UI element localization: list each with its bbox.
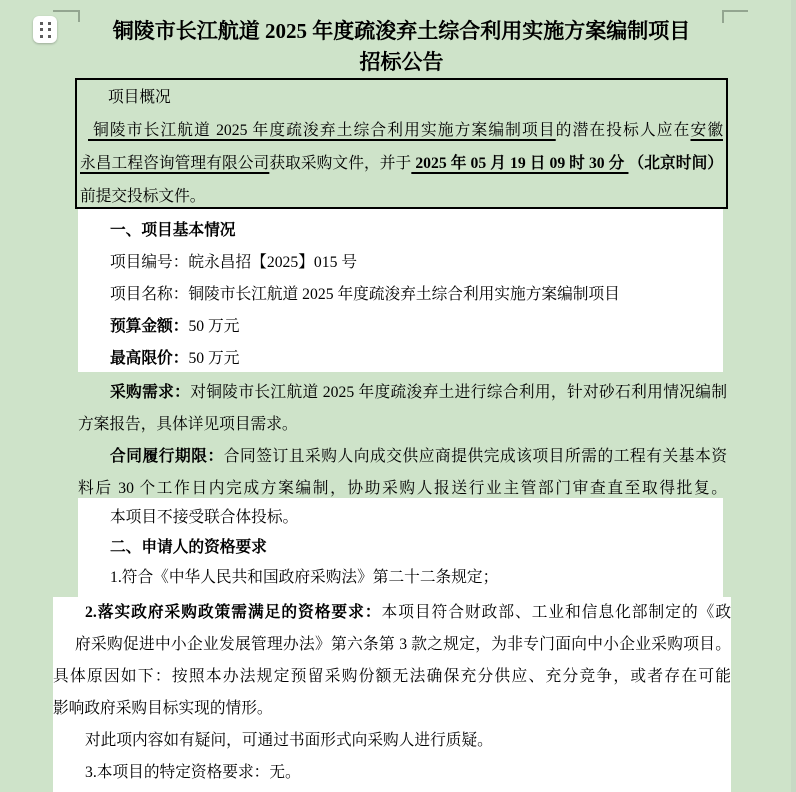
document-title: [75, 16, 728, 78]
text-segment: 项目概况: [108, 89, 171, 106]
text-segment: 2.落实政府采购政策需满足的资格要求：: [85, 604, 382, 621]
text-line: [78, 409, 727, 441]
text-line: [78, 247, 723, 279]
drag-handle-dot: [40, 28, 43, 31]
document-title-line1: 铜陵市长江航道 2025 年度疏浚弃土综合利用实施方案编制项目: [112, 19, 691, 43]
text-line: [78, 215, 723, 247]
text-line: [80, 147, 723, 180]
text-segment: 本项目符合财政部、工业和信息化部制定的《政: [381, 604, 731, 621]
text-segment: 铜陵市长江航道 2025 年度疏浚弃土综合利用实施方案编制项目: [88, 122, 556, 139]
text-segment: （北京时间）: [628, 155, 723, 172]
text-segment: 采购需求：: [110, 384, 191, 401]
text-segment: 二、申请人的资格要求: [110, 539, 267, 556]
table-corner-marker-left: [53, 10, 80, 12]
text-line: [78, 343, 723, 375]
text-line: [53, 725, 731, 757]
text-segment: 对此项内容如有疑问，可通过书面形式向采购人进行质疑。: [85, 732, 493, 749]
text-line: [78, 279, 723, 311]
text-line: [53, 597, 731, 629]
text-segment: 获取采购文件，并于: [269, 155, 412, 172]
text-segment: 前提交投标文件。: [80, 188, 206, 205]
text-line: [53, 629, 731, 661]
text-segment: 合同履行期限：: [110, 448, 224, 465]
text-line: [80, 81, 723, 114]
drag-handle-dot: [48, 35, 51, 38]
text-segment: 安徽: [690, 122, 723, 139]
text-segment: 具体原因如下：按照本办法规定预留采购份额无法确保充分供应、充分竞争，或者存在可能: [53, 668, 731, 685]
text-segment: 1.符合《中华人民共和国政府采购法》第二十二条规定；: [110, 569, 499, 586]
table-corner-marker-right: [722, 10, 748, 12]
text-segment: 50 万元: [188, 350, 240, 367]
document-title-line2: 招标公告: [359, 50, 444, 74]
text-segment: 2025 年 05 月 19 日 09 时 30 分: [411, 155, 629, 172]
text-segment: 预算金额：: [110, 318, 189, 335]
text-segment: 合同签订且采购人向成交供应商提供完成该项目所需的工程有关基本资: [223, 448, 727, 465]
drag-handle-dot: [48, 22, 51, 25]
drag-handle-icon[interactable]: [33, 16, 57, 43]
drag-handle-dot: [40, 22, 43, 25]
text-line: [53, 661, 731, 693]
drag-handle-dot: [40, 35, 43, 38]
text-segment: 影响政府采购目标实现的情形。: [53, 700, 273, 717]
project-overview-box: [75, 78, 728, 209]
text-segment: 的潜在投标人应在: [555, 122, 691, 139]
text-segment: 项目名称：铜陵市长江航道 2025 年度疏浚弃土综合利用实施方案编制项目: [110, 286, 620, 303]
text-line: [78, 311, 723, 343]
text-line: [78, 503, 723, 533]
text-line: [78, 533, 723, 563]
text-segment: 一、项目基本情况: [110, 222, 236, 239]
qualification-section-top: [78, 498, 723, 597]
drag-handle-dot: [48, 28, 51, 31]
text-line: [78, 377, 727, 409]
basic-info-section: [78, 209, 723, 372]
text-line: [78, 563, 723, 593]
text-line: [53, 693, 731, 725]
text-segment: 本项目不接受联合体投标。: [110, 509, 299, 526]
text-segment: 方案报告，具体详见项目需求。: [78, 416, 298, 433]
text-segment: 项目编号：皖永昌招【2025】015 号: [110, 254, 358, 271]
text-line: [53, 757, 731, 789]
text-segment: 料后 30 个工作日内完成方案编制，协助采购人报送行业主管部门审查直至取得批复。: [78, 480, 727, 497]
text-segment: 对铜陵市长江航道 2025 年度疏浚弃土进行综合利用，针对砂石利用情况编制: [190, 384, 727, 401]
window-edge: [791, 0, 796, 792]
text-segment: 府采购促进中小企业发展管理办法》第六条第 3 款之规定，为非专门面向中小企业采购项目。: [75, 636, 731, 653]
text-line: [78, 441, 727, 473]
text-segment: 3.本项目的特定资格要求：无。: [85, 764, 301, 781]
text-line: [80, 114, 723, 147]
text-segment: 50 万元: [188, 318, 240, 335]
text-segment: 最高限价：: [110, 350, 189, 367]
text-segment: 永昌工程咨询管理有限公司: [80, 155, 270, 172]
qualification-section-bottom: [53, 597, 731, 792]
procurement-requirements-section: [78, 372, 727, 498]
